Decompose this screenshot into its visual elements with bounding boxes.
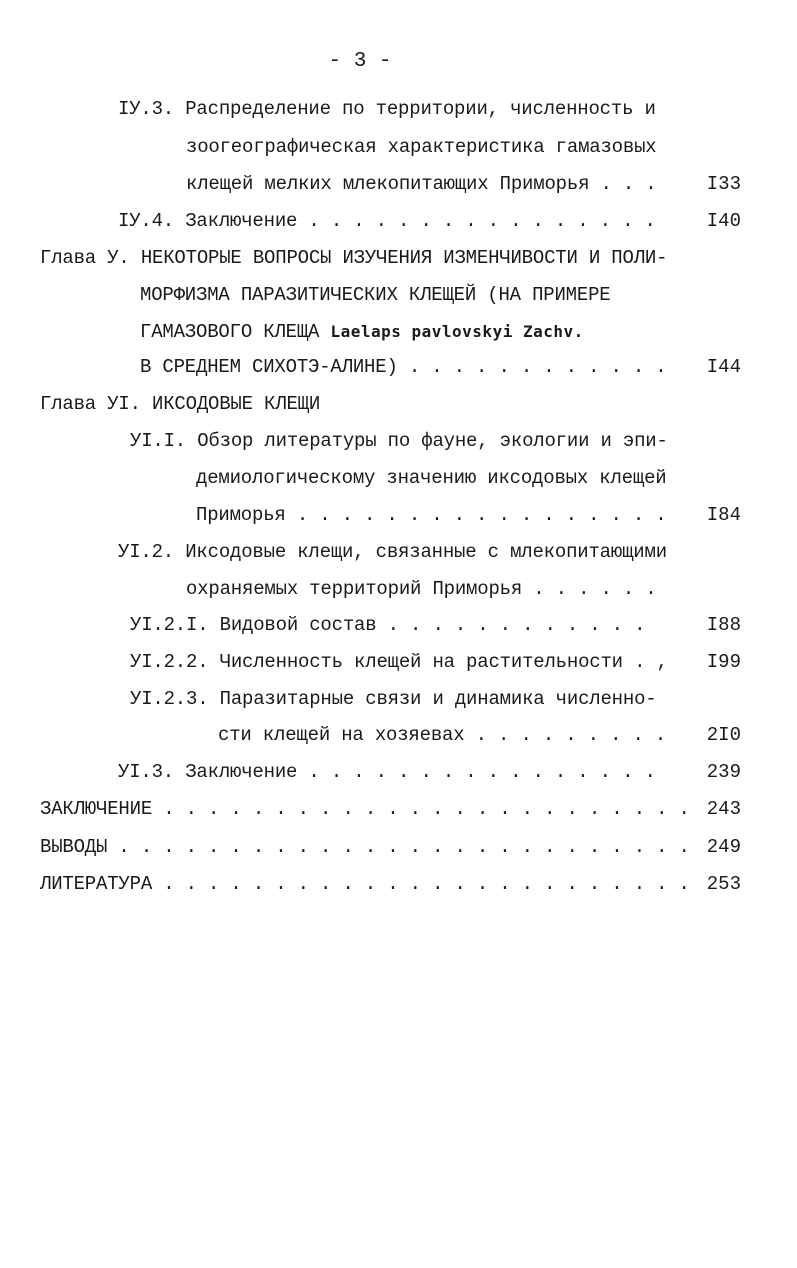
toc-line-vi23-b: сти клещей на хозяевах . . . . . . . . . xyxy=(218,724,667,746)
toc-page-vi1: I84 xyxy=(706,504,741,526)
toc-line-vi22: УI.2.2. Численность клещей на растительности . , xyxy=(130,651,668,673)
toc-line-iv4: IУ.4. Заключение . . . . . . . . . . . . . . . . xyxy=(118,210,656,232)
toc-page-ch5: I44 xyxy=(706,356,741,378)
toc-page-findings: 249 xyxy=(706,836,741,858)
toc-line-vi2-a: УI.2. Иксодовые клещи, связанные с млекопитающими xyxy=(118,541,667,563)
toc-line-iv3-b: зоогеографическая характеристика гамазовых xyxy=(186,136,657,158)
toc-line-vi21: УI.2.I. Видовой состав . . . . . . . . . . . . xyxy=(130,614,646,636)
toc-line-ch5-a: Глава У. НЕКОТОРЫЕ ВОПРОСЫ ИЗУЧЕНИЯ ИЗМЕНЧИВОСТИ И ПОЛИ- xyxy=(40,247,668,269)
toc-line-vi1-a: УI.I. Обзор литературы по фауне, экологии и эпи- xyxy=(130,430,668,452)
toc-line-conclusion: ЗАКЛЮЧЕНИЕ . . . . . . . . . . . . . . . . . . . . . . . . xyxy=(40,798,690,820)
toc-line-vi3: УI.3. Заключение . . . . . . . . . . . . . . . . xyxy=(118,761,656,783)
toc-line-findings: ВЫВОДЫ . . . . . . . . . . . . . . . . . . . . . . . . . . xyxy=(40,836,690,858)
toc-line-vi2-b: охраняемых территорий Приморья . . . . . . xyxy=(186,578,657,600)
page-number: - 3 - xyxy=(328,50,392,73)
toc-page-iv4: I40 xyxy=(706,210,741,232)
toc-page-literature: 253 xyxy=(706,873,741,895)
toc-line-ch6: Глава УI. ИКСОДОВЫЕ КЛЕЩИ xyxy=(40,393,321,415)
toc-line-vi1-b: демиологическому значению иксодовых клещей xyxy=(196,467,667,489)
toc-line-vi23-a: УI.2.3. Паразитарные связи и динамика численно- xyxy=(130,688,657,710)
toc-page-vi23: 2I0 xyxy=(706,724,741,746)
toc-page-vi21: I88 xyxy=(706,614,741,636)
toc-line-ch5-d: В СРЕДНЕМ СИХОТЭ-АЛИНЕ) . . . . . . . . . . . . xyxy=(140,356,667,378)
species-name: Laelaps pavlovskyi Zachv. xyxy=(330,322,584,341)
toc-line-ch5-c-text: ГАМАЗОВОГО КЛЕЩА xyxy=(140,321,320,343)
toc-line-iv3-a: IУ.3. Распределение по территории, численность и xyxy=(118,98,656,120)
toc-page-vi3: 239 xyxy=(706,761,741,783)
toc-line-ch5-b: МОРФИЗМА ПАРАЗИТИЧЕСКИХ КЛЕЩЕЙ (НА ПРИМЕРЕ xyxy=(140,284,611,306)
toc-line-ch5-c xyxy=(140,321,584,343)
toc-line-vi1-c: Приморья . . . . . . . . . . . . . . . . . xyxy=(196,504,667,526)
toc-page-vi22: I99 xyxy=(706,651,741,673)
toc-line-iv3-c: клещей мелких млекопитающих Приморья . . . xyxy=(186,173,657,195)
toc-page-conclusion: 243 xyxy=(706,798,741,820)
toc-page-iv3: I33 xyxy=(706,173,741,195)
toc-line-literature: ЛИТЕРАТУРА . . . . . . . . . . . . . . . . . . . . . . . . xyxy=(40,873,690,895)
